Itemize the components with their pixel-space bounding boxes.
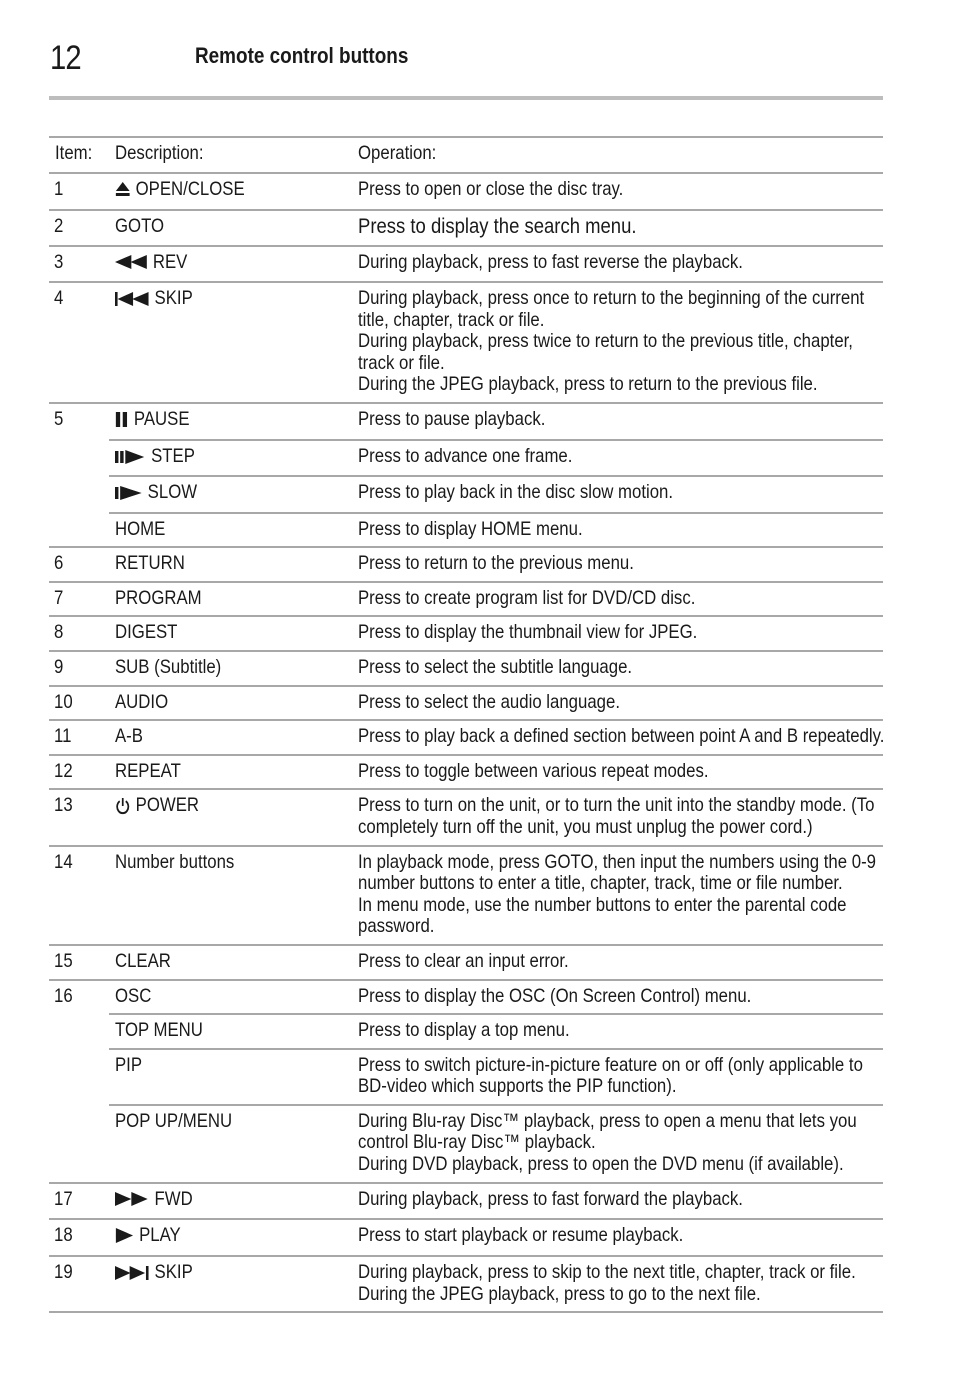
item-cell xyxy=(49,1256,109,1312)
table-row xyxy=(49,1105,883,1183)
operation-line: During the JPEG playback, press to go to the next file. xyxy=(358,1282,761,1305)
item-cell xyxy=(49,686,109,721)
button-description xyxy=(115,726,143,748)
description-cell xyxy=(109,945,352,980)
button-label: A-B xyxy=(115,725,143,748)
item-number: 3 xyxy=(54,250,64,273)
button-label: SKIP xyxy=(154,286,193,309)
button-description xyxy=(115,1020,203,1042)
item-cell xyxy=(49,651,109,686)
table-row xyxy=(49,846,883,945)
item-number: 7 xyxy=(54,586,64,609)
operation-cell xyxy=(352,720,883,755)
item-number: 8 xyxy=(54,621,64,644)
button-label: AUDIO xyxy=(115,690,169,713)
operation-line: title, chapter, track or file. xyxy=(358,308,545,331)
operation-line: Press to play back in the disc slow motion. xyxy=(358,481,674,504)
item-number: 18 xyxy=(54,1224,73,1247)
operation-cell xyxy=(352,1219,883,1256)
item-cell xyxy=(49,755,109,790)
table-row xyxy=(49,1256,883,1312)
item-number: 5 xyxy=(54,407,64,430)
fast-forward-icon xyxy=(115,1190,149,1208)
operation-cell xyxy=(352,476,883,512)
operation-line: control Blu-ray Disc™ playback. xyxy=(358,1131,596,1154)
description-cell xyxy=(109,686,352,721)
item-cell xyxy=(49,440,109,476)
button-description xyxy=(115,951,171,973)
button-label: DIGEST xyxy=(115,621,178,644)
button-label: FWD xyxy=(154,1187,193,1210)
item-cell xyxy=(49,720,109,755)
description-cell xyxy=(109,513,352,548)
table-row xyxy=(49,1183,883,1219)
description-cell xyxy=(109,616,352,651)
operation-cell xyxy=(352,582,883,617)
button-description xyxy=(115,216,164,238)
table-row xyxy=(49,440,883,476)
operation-line: During playback, press to skip to the next title, chapter, track or file. xyxy=(358,1260,856,1283)
description-cell xyxy=(109,755,352,790)
button-label: TOP MENU xyxy=(115,1019,203,1042)
description-cell xyxy=(109,789,352,845)
operation-line: Press to display the search menu. xyxy=(358,213,637,238)
operation-cell xyxy=(352,651,883,686)
table-row xyxy=(49,789,883,845)
item-number: 12 xyxy=(54,759,73,782)
table-row xyxy=(49,720,883,755)
item-cell xyxy=(49,513,109,548)
button-description xyxy=(115,761,181,783)
operation-cell xyxy=(352,1183,883,1219)
button-description xyxy=(115,288,193,310)
description-cell xyxy=(109,1256,352,1312)
button-label: Number buttons xyxy=(115,850,235,873)
item-cell xyxy=(49,846,109,945)
operation-line: During Blu-ray Disc™ playback, press to open a menu that lets you xyxy=(358,1109,857,1132)
table-row xyxy=(49,980,883,1015)
operation-line: Press to toggle between various repeat modes. xyxy=(358,759,709,782)
button-description xyxy=(115,519,165,541)
operation-cell xyxy=(352,246,883,282)
operation-line: completely turn off the unit, you must unplug the power cord.) xyxy=(358,815,813,838)
operation-line: During playback, press twice to return to the previous title, chapter, xyxy=(358,330,853,353)
item-number: 14 xyxy=(54,850,73,873)
item-cell xyxy=(49,945,109,980)
item-number: 19 xyxy=(54,1260,73,1283)
operation-column-header xyxy=(352,137,883,173)
operation-cell xyxy=(352,1049,883,1105)
skip-forward-icon xyxy=(115,1264,149,1282)
operation-line: password. xyxy=(358,915,435,938)
description-cell xyxy=(109,282,352,403)
button-description xyxy=(115,1262,193,1284)
description-cell xyxy=(109,246,352,282)
item-number: 2 xyxy=(54,214,64,237)
item-cell xyxy=(49,616,109,651)
item-cell xyxy=(49,980,109,1015)
button-label: SUB (Subtitle) xyxy=(115,655,222,678)
button-description xyxy=(115,252,187,274)
operation-cell xyxy=(352,1256,883,1312)
button-label: RETURN xyxy=(115,552,185,575)
table-row xyxy=(49,210,883,246)
item-cell xyxy=(49,282,109,403)
description-cell xyxy=(109,210,352,246)
description-cell xyxy=(109,651,352,686)
operation-cell xyxy=(352,513,883,548)
button-label: REV xyxy=(152,250,188,273)
button-label: POWER xyxy=(135,794,199,817)
item-number: 1 xyxy=(54,177,64,200)
item-number: 17 xyxy=(54,1187,73,1210)
operation-cell xyxy=(352,789,883,845)
item-number: 9 xyxy=(54,655,64,678)
operation-line: BD-video which supports the PIP function). xyxy=(358,1075,677,1098)
table-row xyxy=(49,1014,883,1049)
item-number: 4 xyxy=(54,286,64,309)
table-row xyxy=(49,476,883,512)
operation-line: Press to display the OSC (On Screen Control) menu. xyxy=(358,984,752,1007)
table-row xyxy=(49,755,883,790)
button-description xyxy=(115,482,197,504)
description-cell xyxy=(109,1183,352,1219)
table-row xyxy=(49,403,883,440)
operation-line: Press to select the audio language. xyxy=(358,690,620,713)
button-description xyxy=(115,852,234,874)
operation-line: During playback, press to fast reverse the playback. xyxy=(358,250,743,273)
table-row xyxy=(49,686,883,721)
item-number: 16 xyxy=(54,984,73,1007)
item-cell xyxy=(49,1219,109,1256)
operation-line: number buttons to enter a title, chapter, track, time or file number. xyxy=(358,872,843,895)
operation-line: Press to open or close the disc tray. xyxy=(358,177,624,200)
description-cell xyxy=(109,980,352,1015)
operation-cell xyxy=(352,440,883,476)
item-number: 6 xyxy=(54,552,64,575)
item-cell xyxy=(49,1183,109,1219)
operation-cell xyxy=(352,686,883,721)
page-number: 12 xyxy=(50,39,81,77)
button-description xyxy=(115,1055,142,1077)
button-description xyxy=(115,986,151,1008)
button-label: SLOW xyxy=(147,481,198,504)
table-row xyxy=(49,616,883,651)
description-cell xyxy=(109,403,352,440)
description-cell xyxy=(109,440,352,476)
button-label: OSC xyxy=(115,984,152,1007)
item-column-header xyxy=(49,137,109,173)
page-heading: Remote control buttons xyxy=(195,43,409,68)
button-description xyxy=(115,409,190,431)
item-cell xyxy=(49,476,109,512)
item-number: 15 xyxy=(54,949,73,972)
eject-icon xyxy=(115,180,130,198)
item-cell xyxy=(49,210,109,246)
operation-cell xyxy=(352,945,883,980)
operation-line: Press to display HOME menu. xyxy=(358,517,583,540)
table-row xyxy=(49,513,883,548)
button-description xyxy=(115,795,199,817)
operation-line: In playback mode, press GOTO, then input the numbers using the 0-9 xyxy=(358,850,876,873)
button-label: SKIP xyxy=(154,1260,193,1283)
operation-line: track or file. xyxy=(358,351,445,374)
remote-buttons-table xyxy=(49,136,883,1313)
table-row xyxy=(49,173,883,210)
operation-line: In menu mode, use the number buttons to enter the parental code xyxy=(358,893,847,916)
operation-cell xyxy=(352,980,883,1015)
description-cell xyxy=(109,1049,352,1105)
table-row xyxy=(49,282,883,403)
button-label: REPEAT xyxy=(115,759,181,782)
operation-line: Press to clear an input error. xyxy=(358,949,569,972)
operation-line: Press to create program list for DVD/CD disc. xyxy=(358,586,696,609)
button-label: CLEAR xyxy=(115,949,171,972)
button-description xyxy=(115,553,185,575)
description-cell xyxy=(109,720,352,755)
operation-cell xyxy=(352,282,883,403)
description-cell xyxy=(109,846,352,945)
button-label: PLAY xyxy=(139,1224,181,1247)
operation-line: Press to start playback or resume playback. xyxy=(358,1224,684,1247)
item-cell xyxy=(49,403,109,440)
operation-line: During DVD playback, press to open the DVD menu (if available). xyxy=(358,1153,844,1176)
operation-cell xyxy=(352,403,883,440)
description-cell xyxy=(109,173,352,210)
operation-line: Press to turn on the unit, or to turn the unit into the standby mode. (To xyxy=(358,794,875,817)
description-cell xyxy=(109,1105,352,1183)
operation-cell xyxy=(352,1014,883,1049)
table-body xyxy=(49,173,883,1313)
button-description xyxy=(115,622,177,644)
button-description xyxy=(115,1225,181,1247)
button-label: OPEN/CLOSE xyxy=(135,177,245,200)
description-column-header xyxy=(109,137,352,173)
table-row xyxy=(49,547,883,582)
table-row xyxy=(49,945,883,980)
button-label: PROGRAM xyxy=(115,586,202,609)
button-label: HOME xyxy=(115,517,166,540)
slow-icon xyxy=(115,484,143,502)
table-row xyxy=(49,1219,883,1256)
button-description xyxy=(115,1189,193,1211)
button-description xyxy=(115,1111,232,1133)
description-cell xyxy=(109,1219,352,1256)
item-number: 13 xyxy=(54,794,73,817)
operation-line: Press to play back a defined section between point A and B repeatedly. xyxy=(358,725,885,748)
button-description xyxy=(115,657,221,679)
button-label: STEP xyxy=(151,444,195,467)
operation-line: Press to switch picture-in-picture feature on or off (only applicable to xyxy=(358,1053,863,1076)
operation-cell xyxy=(352,210,883,246)
step-icon xyxy=(115,448,146,466)
button-description xyxy=(115,692,168,714)
description-cell xyxy=(109,582,352,617)
operation-line: Press to display the thumbnail view for JPEG. xyxy=(358,621,698,644)
operation-line: Press to pause playback. xyxy=(358,407,546,430)
operation-line: Press to select the subtitle language. xyxy=(358,655,633,678)
item-cell xyxy=(49,173,109,210)
operation-line: During playback, press once to return to the beginning of the current xyxy=(358,286,865,309)
pause-icon xyxy=(115,411,129,429)
operation-cell xyxy=(352,547,883,582)
item-header-text: Item: xyxy=(55,142,93,164)
description-cell xyxy=(109,547,352,582)
power-icon xyxy=(115,797,130,815)
operation-cell xyxy=(352,755,883,790)
item-cell xyxy=(49,1014,109,1049)
item-cell xyxy=(49,547,109,582)
operation-cell xyxy=(352,846,883,945)
item-cell xyxy=(49,582,109,617)
button-description xyxy=(115,446,195,468)
table-row xyxy=(49,651,883,686)
rewind-icon xyxy=(115,253,148,271)
item-cell xyxy=(49,1049,109,1105)
item-cell xyxy=(49,1105,109,1183)
button-description xyxy=(115,179,245,201)
table-row xyxy=(49,1049,883,1105)
operation-cell xyxy=(352,173,883,210)
operation-line: Press to return to the previous menu. xyxy=(358,552,634,575)
button-label: POP UP/MENU xyxy=(115,1109,233,1132)
operation-line: Press to advance one frame. xyxy=(358,444,573,467)
operation-cell xyxy=(352,1105,883,1183)
operation-cell xyxy=(352,616,883,651)
table-row xyxy=(49,246,883,282)
button-label: GOTO xyxy=(115,214,165,237)
item-cell xyxy=(49,246,109,282)
item-cell xyxy=(49,789,109,845)
operation-line: During playback, press to fast forward the playback. xyxy=(358,1187,743,1210)
button-label: PIP xyxy=(115,1053,143,1076)
description-cell xyxy=(109,1014,352,1049)
description-header-text: Description: xyxy=(115,142,204,164)
description-cell xyxy=(109,476,352,512)
table-header-row xyxy=(49,137,883,173)
operation-header-text: Operation: xyxy=(358,142,437,164)
operation-line: Press to display a top menu. xyxy=(358,1019,570,1042)
operation-line: During the JPEG playback, press to return to the previous file. xyxy=(358,373,818,396)
item-number: 11 xyxy=(54,725,72,748)
skip-back-icon xyxy=(115,290,149,308)
table-row xyxy=(49,582,883,617)
item-number: 10 xyxy=(54,690,73,713)
play-icon xyxy=(115,1227,134,1245)
header-rule xyxy=(49,96,883,100)
button-label: PAUSE xyxy=(133,407,190,430)
button-description xyxy=(115,588,202,610)
